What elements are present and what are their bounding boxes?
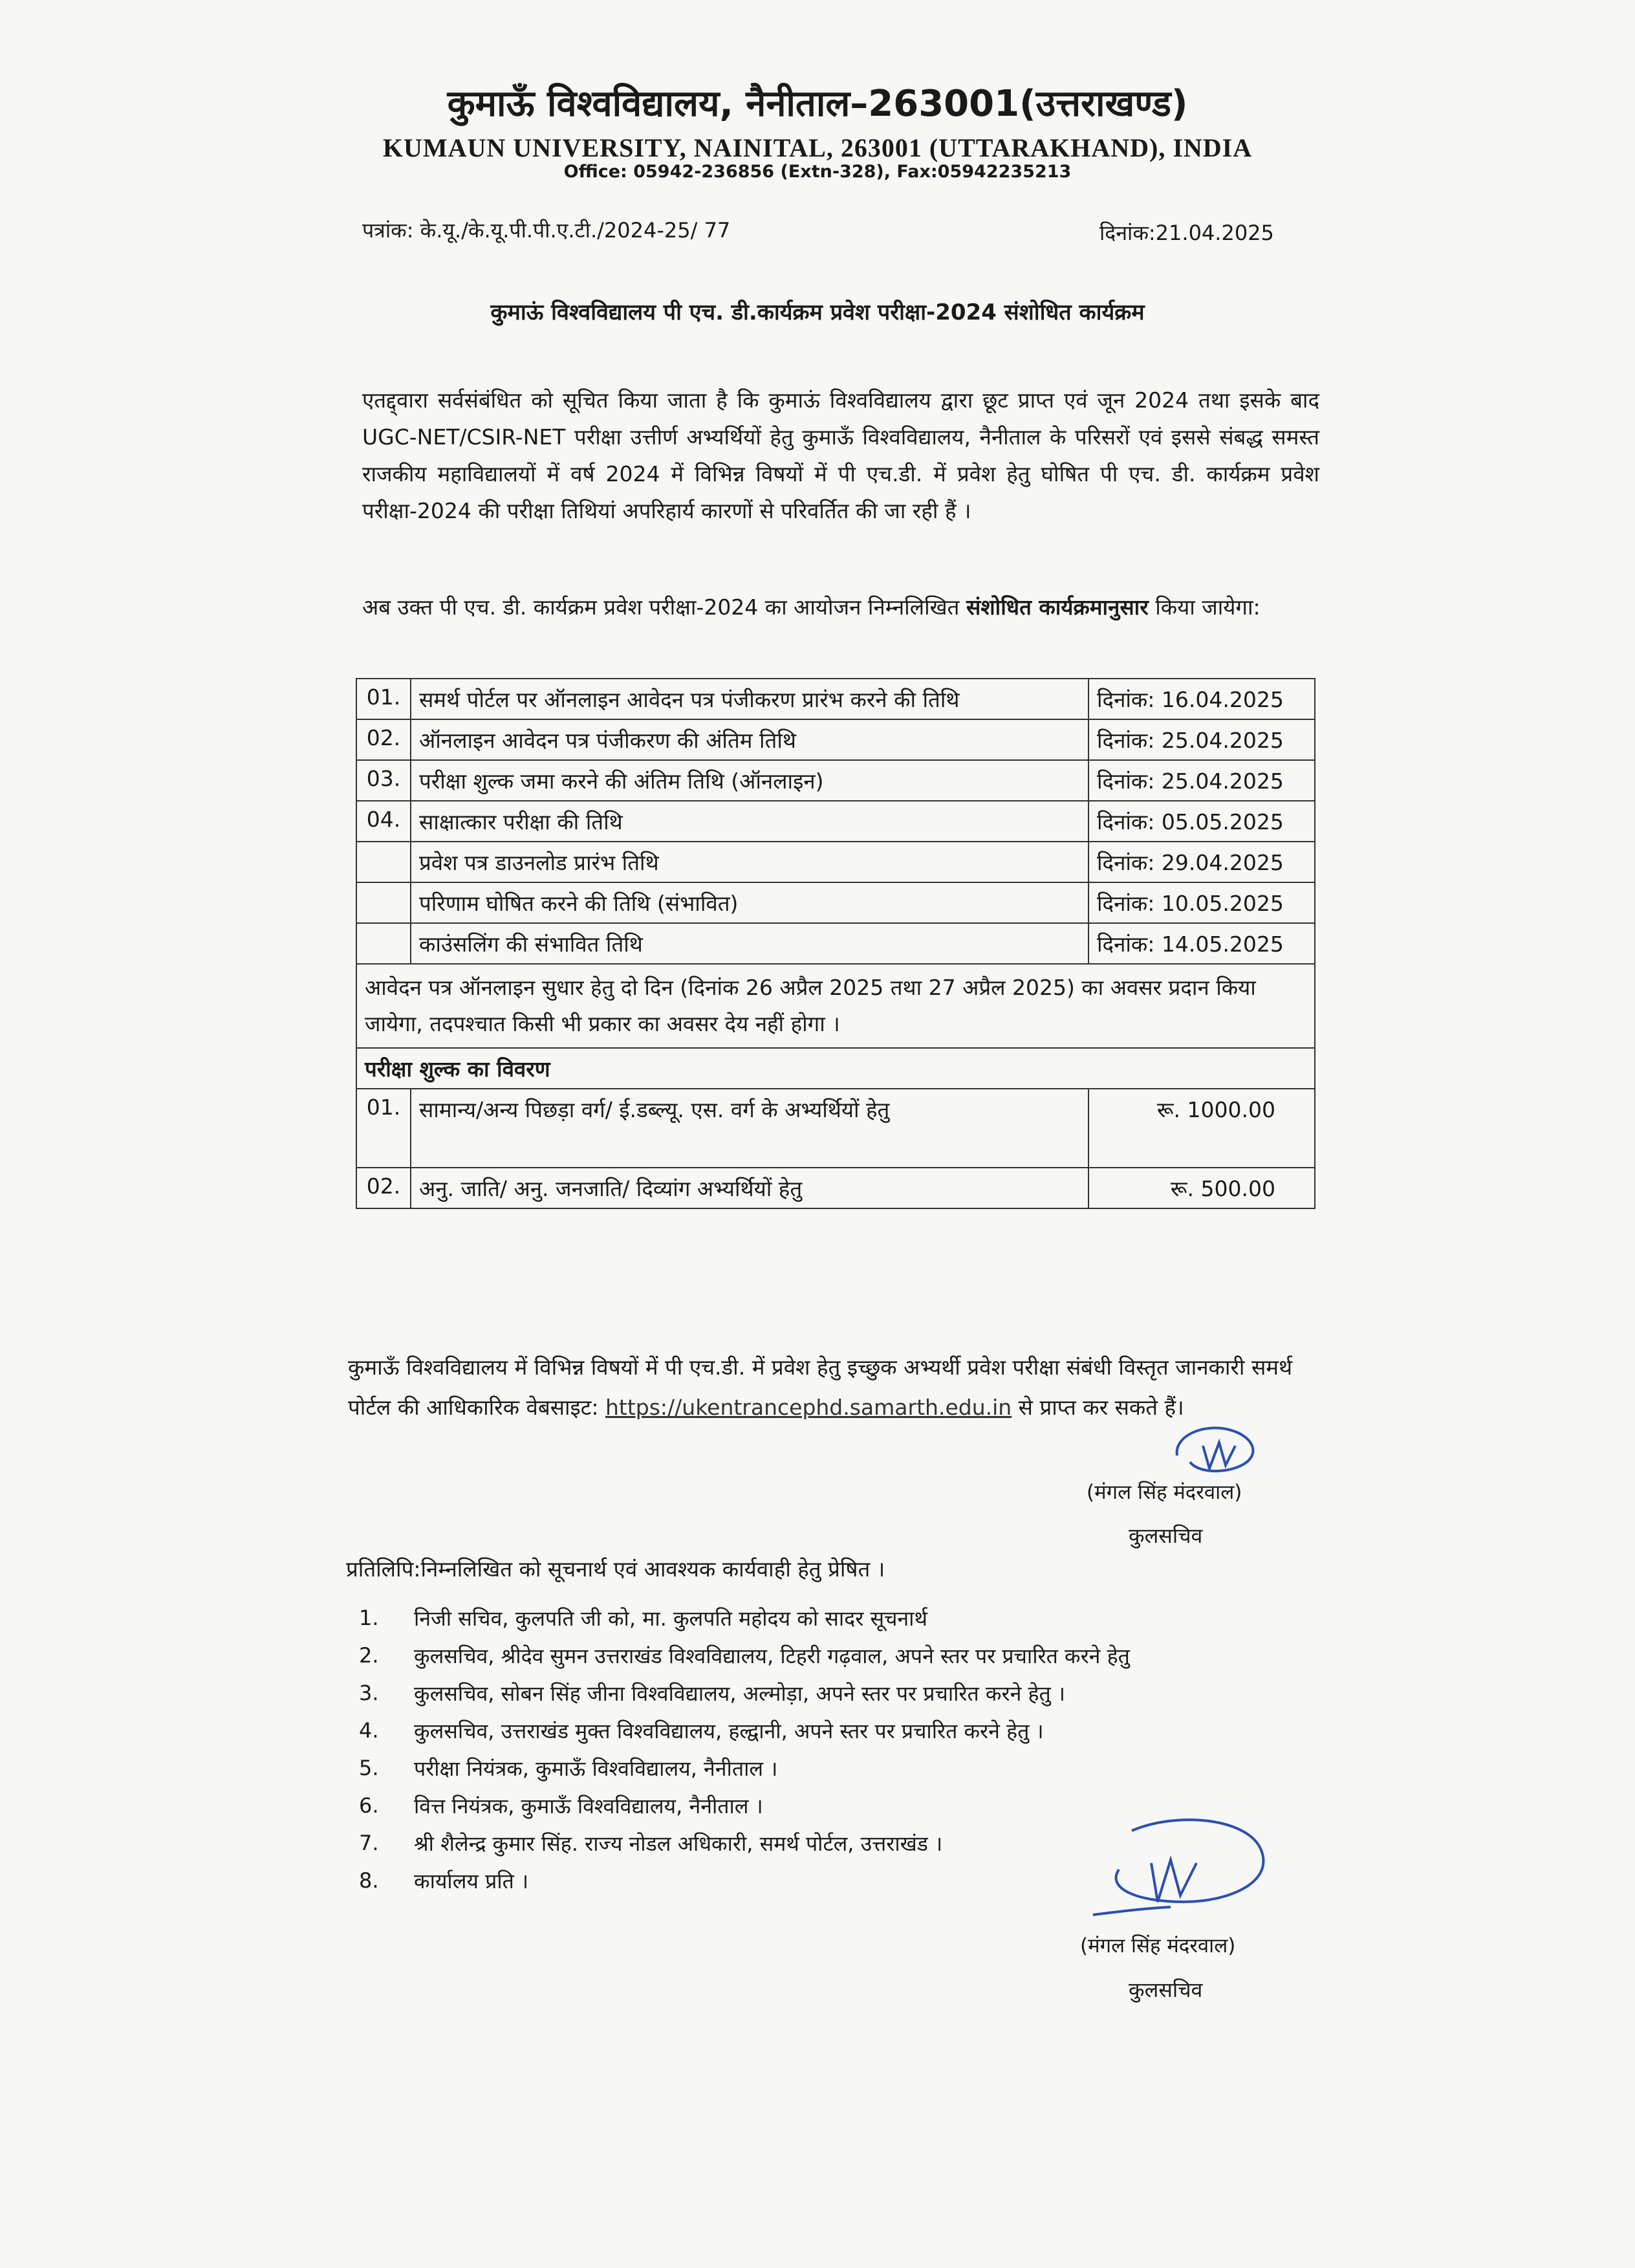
schedule-event: प्रवेश पत्र डाउनलोड प्रारंभ तिथि: [411, 842, 1088, 882]
schedule-row: [356, 719, 1315, 760]
copy-to-item: [359, 1637, 1329, 1674]
copy-to-number: 6.: [359, 1793, 379, 1818]
university-name-hindi: कुमाऊँ विश्वविद्यालय, नैनीताल–263001(उत्तराखण्ड): [447, 83, 1188, 125]
schedule-serial: 02.: [356, 719, 411, 760]
fee-heading-row: [356, 1048, 1315, 1089]
schedule-serial: [356, 842, 411, 882]
schedule-row: [356, 842, 1315, 882]
notice-paragraph-2: अब उक्त पी एच. डी. कार्यक्रम प्रवेश परीक्षा-2024 का आयोजन निम्नलिखित संशोधित कार्यक्रमानुसार किया जायेगा:: [362, 594, 1261, 620]
copy-to-text: कुलसचिव, उत्तराखंड मुक्त विश्वविद्यालय, हल्द्वानी, अपने स्तर पर प्रचारित करने हेतु ।: [414, 1718, 1044, 1743]
copy-to-item: [359, 1712, 1329, 1749]
fee-serial: 02.: [356, 1168, 411, 1208]
copy-to-text: वित्त नियंत्रक, कुमाऊँ विश्वविद्यालय, नैनीताल ।: [414, 1793, 763, 1818]
fee-row: [356, 1168, 1315, 1208]
schedule-date: दिनांक: 05.05.2025: [1088, 801, 1315, 842]
reference-number: पत्रांक: के.यू./के.यू.पी.पी.ए.टी./2024-25/ 77: [362, 218, 731, 243]
signatory-title-2: कुलसचिव: [1129, 1978, 1203, 2002]
schedule-row: [356, 882, 1315, 923]
fee-row: [356, 1089, 1315, 1168]
fee-category: सामान्य/अन्य पिछड़ा वर्ग/ ई.डब्ल्यू. एस. वर्ग के अभ्यर्थियों हेतु: [411, 1089, 1088, 1168]
fee-serial: 01.: [356, 1089, 411, 1168]
copy-to-text: श्री शैलेन्द्र कुमार सिंह. राज्य नोडल अधिकारी, समर्थ पोर्टल, उत्तराखंड ।: [414, 1831, 943, 1856]
schedule-serial: 01.: [356, 679, 411, 719]
schedule-event: साक्षात्कार परीक्षा की तिथि: [411, 801, 1088, 842]
copy-to-heading: प्रतिलिपि:निम्नलिखित को सूचनार्थ एवं आवश्यक कार्यवाही हेतु प्रेषित ।: [346, 1556, 885, 1582]
fee-amount: रू. 500.00: [1088, 1168, 1315, 1208]
copy-to-text: परीक्षा नियंत्रक, कुमाऊँ विश्वविद्यालय, नैनीताल ।: [414, 1756, 778, 1781]
fee-category: अनु. जाति/ अनु. जनजाति/ दिव्यांग अभ्यर्थियों हेतु: [411, 1168, 1088, 1208]
fee-heading: परीक्षा शुल्क का विवरण: [356, 1048, 1315, 1089]
schedule-table: [356, 678, 1316, 1209]
schedule-serial: [356, 923, 411, 964]
schedule-date: दिनांक: 25.04.2025: [1088, 719, 1315, 760]
schedule-date: दिनांक: 29.04.2025: [1088, 842, 1315, 882]
schedule-serial: 04.: [356, 801, 411, 842]
copy-to-item: [359, 1674, 1329, 1712]
revised-schedule-emphasis: संशोधित कार्यक्रमानुसार: [966, 594, 1149, 620]
signatory-name-1: (मंगल सिंह मंदरवाल): [1087, 1481, 1242, 1504]
copy-to-number: 5.: [359, 1756, 379, 1780]
fee-amount: रू. 1000.00: [1088, 1089, 1315, 1168]
notice-paragraph-3: कुमाऊँ विश्वविद्यालय में विभिन्न विषयों में पी एच.डी. में प्रवेश हेतु इच्छुक अभ्यर्थी प्रवेश परीक्षा संबंधी विस्तृत जानकारी समर्थ पोर्टल की आधिकारिक वेबसाइट: https://ukentrancephd.samarth.edu.in से प्राप्त कर सकते हैं।: [348, 1355, 1293, 1420]
copy-to-item: [359, 1749, 1329, 1787]
schedule-row: [356, 760, 1315, 801]
schedule-date: दिनांक: 16.04.2025: [1088, 679, 1315, 719]
schedule-event: परिणाम घोषित करने की तिथि (संभावित): [411, 882, 1088, 923]
correction-note: आवेदन पत्र ऑनलाइन सुधार हेतु दो दिन (दिनांक 26 अप्रैल 2025 तथा 27 अप्रैल 2025) का अवसर प्रदान किया जायेगा, तदपश्चात किसी भी प्रकार का अवसर देय नहीं होगा ।: [356, 964, 1315, 1048]
copy-to-text: कार्यालय प्रति ।: [414, 1868, 529, 1893]
schedule-date: दिनांक: 14.05.2025: [1088, 923, 1315, 964]
copy-to-number: 3.: [359, 1681, 379, 1705]
copy-to-number: 8.: [359, 1868, 379, 1893]
schedule-serial: [356, 882, 411, 923]
schedule-event: ऑनलाइन आवेदन पत्र पंजीकरण की अंतिम तिथि: [411, 719, 1088, 760]
schedule-row: [356, 923, 1315, 964]
university-name-english: KUMAUN UNIVERSITY, NAINITAL, 263001 (UTTARAKHAND), INDIA: [382, 133, 1253, 162]
schedule-row: [356, 801, 1315, 842]
schedule-event: काउंसलिंग की संभावित तिथि: [411, 923, 1088, 964]
office-contact: Office: 05942-236856 (Extn-328), Fax:05942235213: [563, 162, 1072, 182]
schedule-serial: 03.: [356, 760, 411, 801]
correction-note-row: [356, 964, 1315, 1048]
signatory-title-1: कुलसचिव: [1129, 1523, 1203, 1548]
copy-to-number: 7.: [359, 1831, 379, 1855]
schedule-date: दिनांक: 10.05.2025: [1088, 882, 1315, 923]
signature-1: [1164, 1417, 1268, 1481]
schedule-event: परीक्षा शुल्क जमा करने की अंतिम तिथि (ऑनलाइन): [411, 760, 1088, 801]
notice-subject: कुमाऊं विश्वविद्यालय पी एच. डी.कार्यक्रम प्रवेश परीक्षा-2024 संशोधित कार्यक्रम: [490, 300, 1145, 325]
copy-to-text: कुलसचिव, श्रीदेव सुमन उत्तराखंड विश्वविद्यालय, टिहरी गढ़वाल, अपने स्तर पर प्रचारित करने हेतु: [414, 1643, 1130, 1668]
notice-paragraph-1: एतद्द्वारा सर्वसंबंधित को सूचित किया जाता है कि कुमाऊं विश्वविद्यालय द्वारा छूट प्राप्त एवं जून 2024 तथा इसके बाद UGC-NET/CSIR-NET परीक्षा उत्तीर्ण अभ्यर्थियों हेतु कुमाऊँ विश्वविद्यालय, नैनीताल के परिसरों एवं इससे संबद्ध समस्त राजकीय महाविद्यालयों में वर्ष 2024 में विभिन्न विषयों में पी एच.डी. में प्रवेश हेतु घोषित पी एच. डी. कार्यक्रम प्रवेश परीक्षा-2024 की परीक्षा तिथियां अपरिहार्य कारणों से परिवर्तित की जा रही हैं ।: [362, 387, 1319, 523]
copy-to-number: 2.: [359, 1643, 379, 1668]
copy-to-item: [359, 1599, 1329, 1637]
portal-link[interactable]: https://ukentrancephd.samarth.edu.in: [605, 1395, 1012, 1420]
schedule-event: समर्थ पोर्टल पर ऑनलाइन आवेदन पत्र पंजीकरण प्रारंभ करने की तिथि: [411, 679, 1088, 719]
letter-date: दिनांक:21.04.2025: [1099, 221, 1274, 245]
copy-to-text: निजी सचिव, कुलपति जी को, मा. कुलपति महोदय को सादर सूचनार्थ: [414, 1606, 927, 1631]
schedule-date: दिनांक: 25.04.2025: [1088, 760, 1315, 801]
copy-to-number: 4.: [359, 1718, 379, 1743]
schedule-row: [356, 679, 1315, 719]
copy-to-text: कुलसचिव, सोबन सिंह जीना विश्वविद्यालय, अल्मोड़ा, अपने स्तर पर प्रचारित करने हेतु ।: [414, 1681, 1066, 1706]
signature-2: [1080, 1805, 1274, 1934]
signatory-name-2: (मंगल सिंह मंदरवाल): [1080, 1934, 1236, 1957]
copy-to-number: 1.: [359, 1606, 379, 1630]
